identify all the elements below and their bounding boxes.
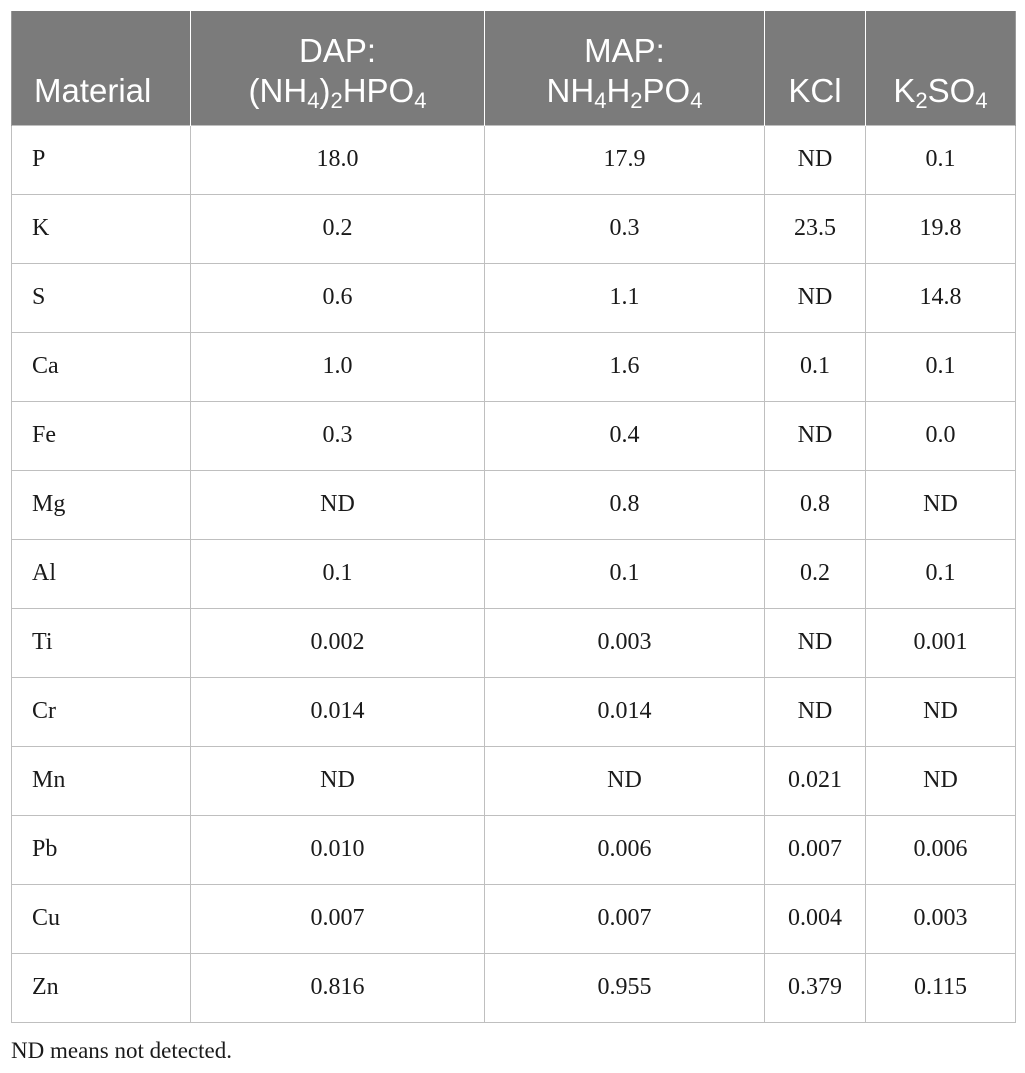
cell-material: Cu <box>12 884 191 953</box>
table-row <box>12 953 1016 1022</box>
cell-map: 1.6 <box>485 332 765 401</box>
cell-dap: 18.0 <box>191 125 485 194</box>
cell-kcl: ND <box>765 401 866 470</box>
cell-kcl: ND <box>765 263 866 332</box>
table-row <box>12 332 1016 401</box>
cell-material: Mn <box>12 746 191 815</box>
cell-dap: 1.0 <box>191 332 485 401</box>
header-dap-formula: $(NH_4)_2HPO_4$ <box>248 71 427 113</box>
cell-material: Zn <box>12 953 191 1022</box>
cell-dap: 0.816 <box>191 953 485 1022</box>
table-row <box>12 746 1016 815</box>
cell-map: 0.4 <box>485 401 765 470</box>
cell-map: 0.014 <box>485 677 765 746</box>
cell-k2so4: 0.115 <box>866 953 1016 1022</box>
cell-kcl: 0.1 <box>765 332 866 401</box>
cell-dap: 0.1 <box>191 539 485 608</box>
cell-kcl: ND <box>765 608 866 677</box>
cell-material: K <box>12 194 191 263</box>
table-row <box>12 539 1016 608</box>
cell-k2so4: 0.006 <box>866 815 1016 884</box>
header-material-label: Material <box>34 71 152 109</box>
header-k2so4 <box>866 11 1016 125</box>
cell-kcl: 0.2 <box>765 539 866 608</box>
cell-map: 0.1 <box>485 539 765 608</box>
cell-k2so4: ND <box>866 470 1016 539</box>
cell-map: 0.8 <box>485 470 765 539</box>
cell-kcl: 0.021 <box>765 746 866 815</box>
cell-dap: 0.3 <box>191 401 485 470</box>
cell-map: 0.003 <box>485 608 765 677</box>
header-dap <box>191 11 485 125</box>
cell-kcl: 23.5 <box>765 194 866 263</box>
table-row <box>12 677 1016 746</box>
cell-material: Mg <box>12 470 191 539</box>
cell-dap: 0.2 <box>191 194 485 263</box>
table-row <box>12 401 1016 470</box>
cell-material: Ca <box>12 332 191 401</box>
header-material <box>12 11 191 125</box>
cell-k2so4: 0.1 <box>866 539 1016 608</box>
cell-k2so4: ND <box>866 746 1016 815</box>
cell-dap: 0.002 <box>191 608 485 677</box>
cell-map: 17.9 <box>485 125 765 194</box>
table-body <box>12 125 1016 1022</box>
cell-k2so4: 0.003 <box>866 884 1016 953</box>
cell-kcl: 0.8 <box>765 470 866 539</box>
cell-map: 0.007 <box>485 884 765 953</box>
cell-k2so4: 0.1 <box>866 125 1016 194</box>
header-map <box>485 11 765 125</box>
cell-dap: ND <box>191 470 485 539</box>
footnote: ND means not detected. <box>11 1038 232 1063</box>
table-row <box>12 608 1016 677</box>
cell-map: 0.955 <box>485 953 765 1022</box>
cell-material: P <box>12 125 191 194</box>
header-k2so4-formula: $K_2SO_4$ <box>893 71 988 113</box>
table-row <box>12 125 1016 194</box>
cell-k2so4: 14.8 <box>866 263 1016 332</box>
table-row <box>12 194 1016 263</box>
header-kcl <box>765 11 866 125</box>
header-row <box>12 11 1016 125</box>
cell-material: Cr <box>12 677 191 746</box>
cell-material: Ti <box>12 608 191 677</box>
cell-material: Pb <box>12 815 191 884</box>
composition-table <box>11 11 1016 1023</box>
cell-dap: 0.014 <box>191 677 485 746</box>
cell-material: S <box>12 263 191 332</box>
cell-kcl: 0.007 <box>765 815 866 884</box>
header-map-name: MAP: <box>584 31 665 69</box>
cell-map: 0.006 <box>485 815 765 884</box>
table-row <box>12 815 1016 884</box>
cell-k2so4: 0.001 <box>866 608 1016 677</box>
cell-dap: ND <box>191 746 485 815</box>
header-kcl-label: KCl <box>788 71 842 109</box>
table-header <box>12 11 1016 125</box>
table-row <box>12 263 1016 332</box>
cell-kcl: 0.004 <box>765 884 866 953</box>
header-map-formula: $NH_4H_2PO_4$ <box>546 71 703 113</box>
cell-material: Al <box>12 539 191 608</box>
cell-kcl: ND <box>765 677 866 746</box>
cell-k2so4: 0.1 <box>866 332 1016 401</box>
cell-material: Fe <box>12 401 191 470</box>
cell-dap: 0.6 <box>191 263 485 332</box>
cell-kcl: ND <box>765 125 866 194</box>
header-dap-name: DAP: <box>298 31 377 69</box>
cell-dap: 0.010 <box>191 815 485 884</box>
cell-map: 1.1 <box>485 263 765 332</box>
cell-k2so4: 19.8 <box>866 194 1016 263</box>
cell-kcl: 0.379 <box>765 953 866 1022</box>
cell-map: 0.3 <box>485 194 765 263</box>
cell-map: ND <box>485 746 765 815</box>
table-row <box>12 470 1016 539</box>
cell-k2so4: 0.0 <box>866 401 1016 470</box>
cell-dap: 0.007 <box>191 884 485 953</box>
cell-k2so4: ND <box>866 677 1016 746</box>
table-row <box>12 884 1016 953</box>
